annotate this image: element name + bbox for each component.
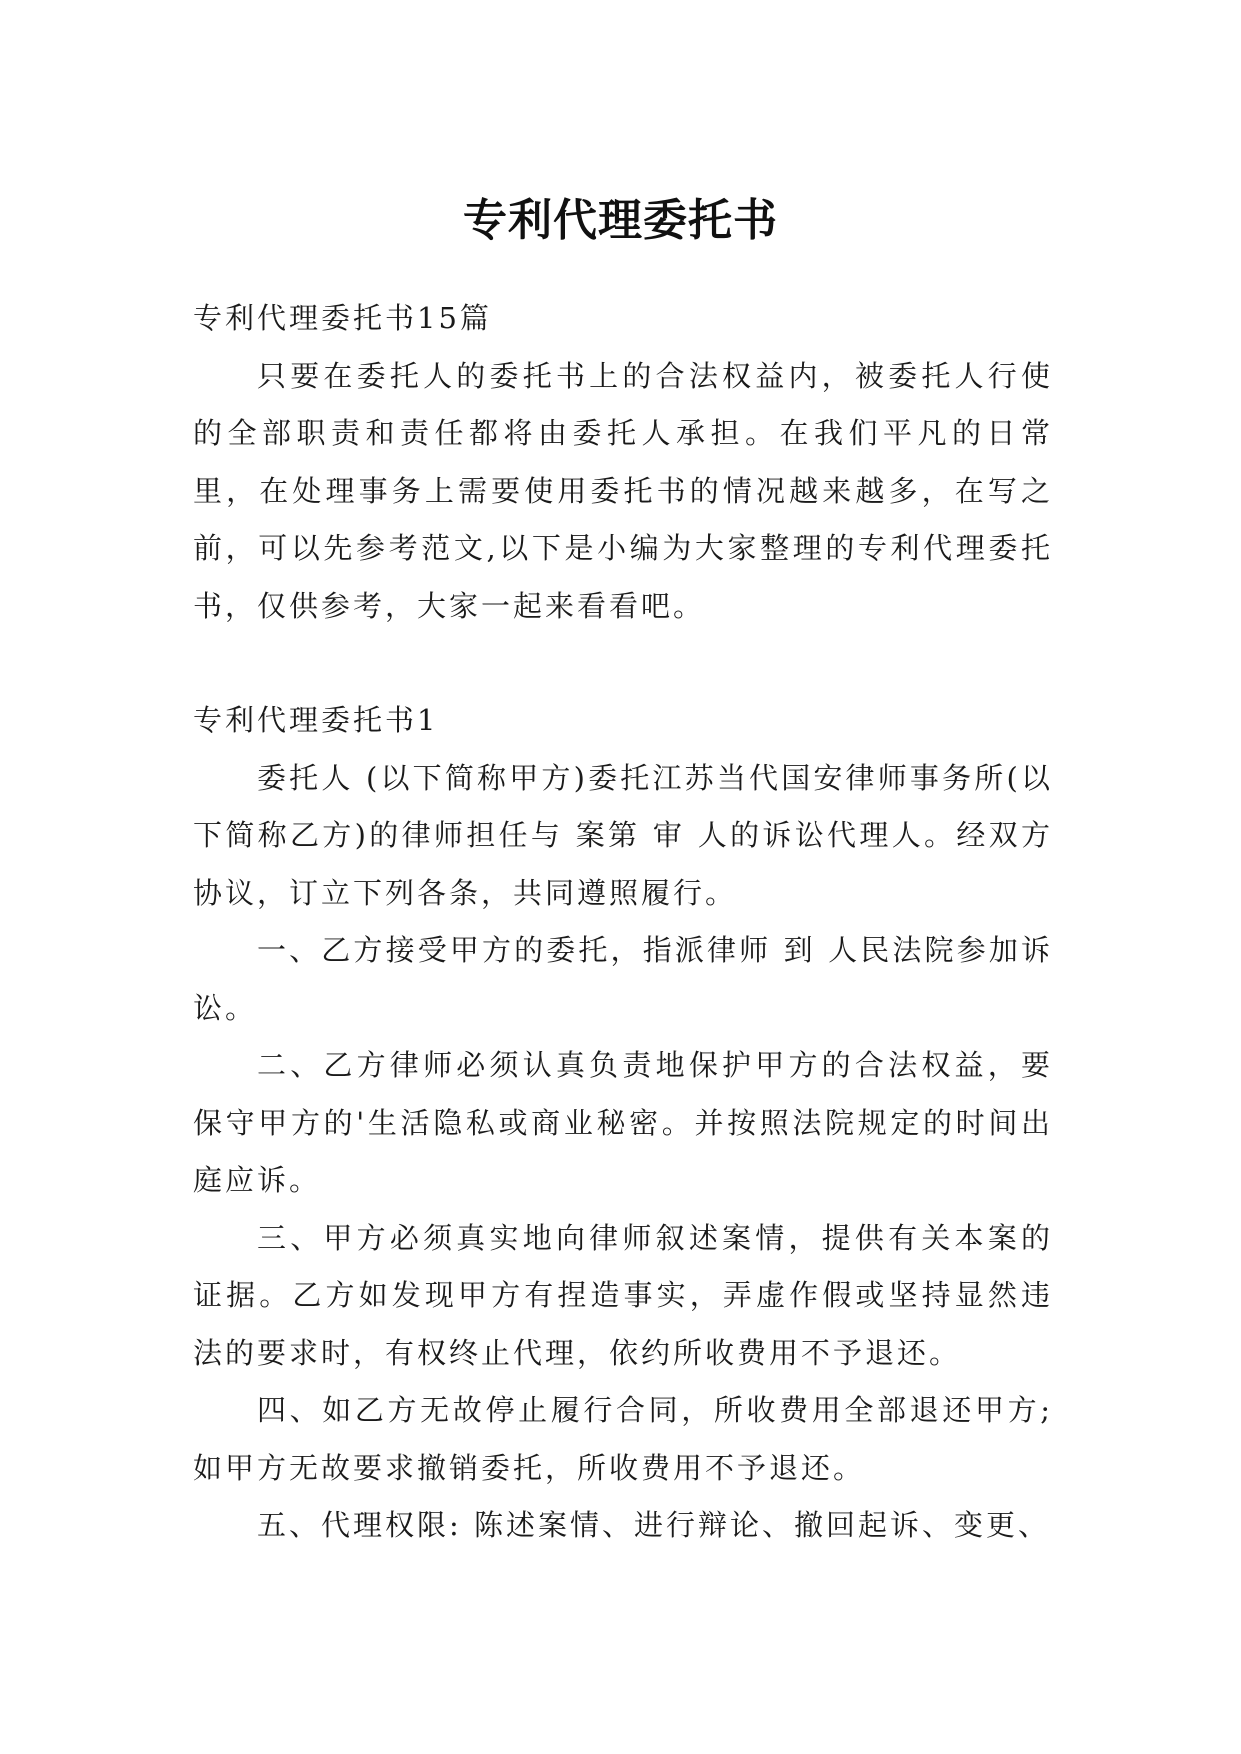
section-spacer (193, 635, 1053, 692)
section-paragraph: 四、如乙方无故停止履行合同，所收费用全部退还甲方;如甲方无故要求撤销委托，所收费用不予退还。 (193, 1393, 1053, 1485)
document-subtitle: 专利代理委托书15篇 (193, 301, 492, 335)
section-paragraph: 委托人 (以下简称甲方)委托江苏当代国安律师事务所(以下简称乙方)的律师担任与 案第 审 人的诉讼代理人。经双方协议，订立下列各条，共同遵照履行。 (193, 760, 1053, 910)
document-body (193, 290, 1053, 1555)
intro-paragraph: 只要在委托人的委托书上的合法权益内，被委托人行使的全部职责和责任都将由委托人承担。在我们平凡的日常里，在处理事务上需要使用委托书的情况越来越多，在写之前，可以先参考范文,以下是小编为大家整理的专利代理委托书，仅供参考，大家一起来看看吧。 (193, 358, 1053, 623)
section-heading: 专利代理委托书1 (193, 703, 439, 737)
section-paragraph: 一、乙方接受甲方的委托，指派律师 到 人民法院参加诉讼。 (193, 933, 1053, 1025)
section-paragraph: 三、甲方必须真实地向律师叙述案情，提供有关本案的证据。乙方如发现甲方有捏造事实，弄虚作假或坚持显然违法的要求时，有权终止代理，依约所收费用不予退还。 (193, 1220, 1053, 1370)
section-paragraph: 五、代理权限: 陈述案情、进行辩论、撤回起诉、变更、 (257, 1508, 1050, 1542)
section-paragraph: 二、乙方律师必须认真负责地保护甲方的合法权益，要保守甲方的'生活隐私或商业秘密。并按照法院规定的时间出庭应诉。 (193, 1048, 1053, 1197)
document-title: 专利代理委托书 (463, 195, 778, 247)
